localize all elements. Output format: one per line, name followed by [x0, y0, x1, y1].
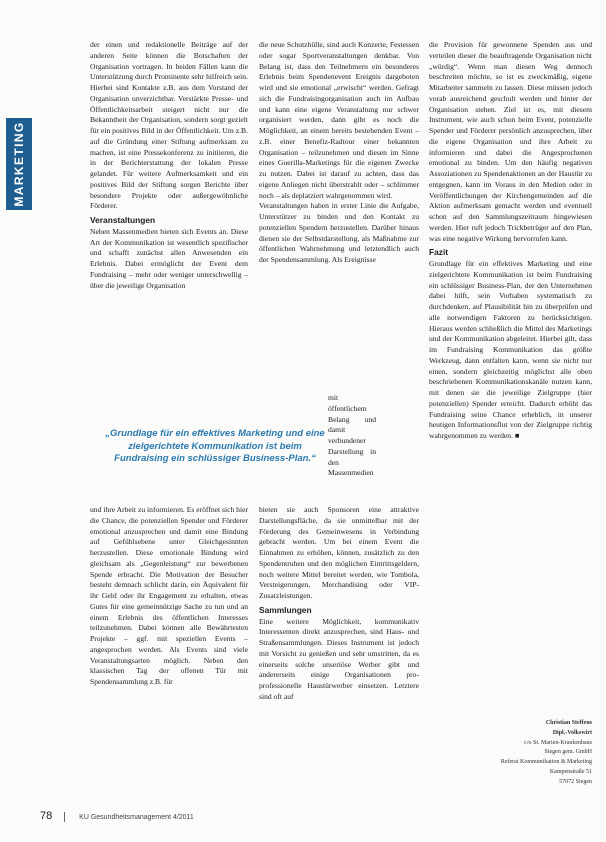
author-name: Christian Steffens — [545, 720, 592, 726]
paragraph: Grundlage für ein effektives Marketing und eine zielgerichtete Kommunikation ist beim Fundraising ein schlüssiger Business-Plan, der den Unternehmen dabei hilft, sein Vorhaben systematisch zu durchdenken, auf Plausibilität hin zu überprüfen und alle notwendigen Faktoren zu berücksichtigen. Hieraus werden schließlich die Mittel des Marketings und der Kommunikation abgeleitet. Hierbei gilt, dass im Fundraising Kommunikation das größte Werkzeug, dann entfalten kann, wenn sie nicht nur einen, sondern gleichzeitig möglichst alle oben beschriebenen Kommunikationskanäle nutzen kann, mit denen sie die jeweilige Zielgruppe (hier potenziellen) Spender erreicht. Dadurch erhöht das Fundraising seine Chance erheblich, in unserer heutigen Informationsflut von der Zielgruppe richtig wahrgenommen zu werden. ■ — [429, 259, 592, 440]
pull-quote: „Grundlage für ein effektives Marketing und eine zielgerichtete Kommunikation ist beim Fundraising ein schlüssiger Business-Plan.“ — [105, 428, 325, 464]
column-1 — [90, 40, 248, 291]
paragraph: Veranstaltungen haben in erster Linie die Aufgabe, Unterstützer zu binden und den Kontakt zu potenziellen Spendern herzustellen. Darüber hinaus dienen sie der Selbstdarstellung, als Maßnahme zur öffentlichen Wahrnehmung und letztendlich auch der Spendensammlung. Als Ereignisse — [259, 201, 419, 264]
author-signature — [422, 719, 592, 788]
column-2-continued — [259, 505, 419, 703]
column-1-continued: und ihre Arbeit zu informieren. Es eröffnet sich hier die Chance, die potenziellen Spender und Förderer emotional anzusprechen und damit eine Bindung auf Gefühlsebene unter Gleichgesinnten herzustellen. Diese emotionale Bindung wird gleichsam als „Gegenleistung“ zur bewerbenen Spende erbracht. Die Motivation der Besucher besteht demnach schlicht darin, ein Äquivalent für ihr Geld oder ihr Engagement zu erhalten, etwas Gutes für eine gemeinnützige Sache zu tun und an einem Erlebnis des öffentlichen Interesses teilzunehmen. Dabei können alle Bewährtesten Projekte – ggf. mit speziellen Events – angesprochen werden. Als Events sind viele Veranstaltungsarten möglich. Neben den klassischen Tag der offenen Tür mit Spendensammlung z.B. für — [90, 505, 248, 686]
author-title: Dipl.-Volkswirt — [552, 729, 592, 736]
page-number: 78 — [40, 810, 53, 822]
section-heading-sammlungen: Sammlungen — [259, 604, 312, 615]
section-tab-label: MARKETING — [12, 121, 26, 207]
paragraph: der einen und redaktionelle Beiträge auf der anderen Seite können die Botschaften der Organisation vortragen. In beiden Fällen kann die Unterstützung durch Prominente sehr hilfreich sein. Hierbei sind Kontakte z.B. aus dem Vorstand der Organisation unverzichtbar. Verstärkte Presse- und Öffentlichkeitsarbeit steigert nicht nur die Bekanntheit der Organisation, sondern sorgt gezielt für ein positives Bild in der Öffentlichkeit. Um z.B. auf die Gründung einer Stiftung aufmerksam zu machen, ist eine Pressekonferenz zu initiieren, die in der Berichterstattung der lokalen Presse gelandet. Für weitere Aufmerksamkeit und ein positives Bild der Stiftung sorgen Berichte über besondere Projekte oder außergewöhnliche Förderer. — [90, 40, 248, 211]
paragraph: bieten sie auch Sponsoren eine attraktive Darstellungsfläche, da sie unmittelbar mit der Förderung des Gemeinwesens in Verbindung gebracht werden. Um bei einem Event die Einnahmen zu erhöhen, können, zusätzlich zu den Spendentruhen und den möglichen Eintrittsgeldern, noch weitere Mittel bereitet werden, wie Tombola, Versteigerungen, Merchandising oder VIP-Zusatzleistungen. — [259, 505, 419, 600]
paragraph: Neben Massenmedien bieten sich Events an. Diese Art der Kommunikation ist wesentlich spezifischer und schafft zunächst allen Anwesenden ein Erlebnis. Dabei ermöglicht der Event dem Fundraising – mehr oder weniger unterschwellig – über die jeweilige Organisation — [90, 226, 248, 290]
section-heading-veranstaltungen: Veranstaltungen — [90, 215, 156, 225]
footer-divider — [64, 812, 65, 822]
paragraph: die Provision für gewonnene Spenden aus und verteilen dieser die beauftragende Organisation nicht „würdig“. Wenn man diesen Weg dennoch beschreiten möchte, so ist es zweckmäßig, eigene Mitarbeiter sammeln zu lassen. Diese müssen jedoch vorab ausreichend geschult werden und hinter der Organisation stehen. Ziel ist es, mit diesem Instrument, wie auch schon beim Event, potenzielle Spender und Förderer persönlich anzusprechen, über die eigene Organisation und ihre Arbeit zu informieren und dabei die Angesprochenen emotional zu binden. Um den häufig negativen Assoziationen zu Spendenaktionen an der Haustür zu entgegnen, kann im Voraus in den Medien oder in Veröffentlichungen der Kirchengemeinden auf die Aktion aufmerksam gemacht werden und eventuell schon auf den Sammlungszeitraum hingewiesen werden. Hier ruft jedoch Trickbetrüger auf den Plan, was eine negative Wirkung hervorrufen kann. — [429, 40, 592, 243]
author-street: Kampenstraße 51 — [549, 768, 592, 775]
section-heading-fazit: Fazit — [429, 247, 449, 258]
author-city: 57072 Siegen — [559, 778, 592, 785]
paragraph: Eine weitere Möglichkeit, kommunikativ Interessenten direkt anzusprechen, sind Haus- und Straßensammlungen. Dieses Instrument ist jedoch mit Vorsicht zu genießen und sehr umstritten, da es einerseits solche unseriöse Werber gibt und andererseits einige Organisationen pro-professionelle Haustürwerber einsetzen. Letztere sind oft auf — [259, 616, 419, 701]
narrow-column-text: mit öffentlichem Belang und damit verbundener Darstellung in den Massenmedien — [328, 393, 376, 478]
section-tab — [6, 118, 32, 210]
author-affiliation: Siegen gem. GmbH — [544, 749, 592, 756]
paragraph: die neue Schutzhülle, sind auch Konzerte, Festessen oder sogar Sportveranstaltungen denkbar. Von Belang ist, dass den Teilnehmern ein besonderes Erlebnis beim Spendenevent Ereignis dargeboten wird und sie emotional „erwischt“ werden. Gefragt sich die Fundraisingorganisation auch im Aufbau und kann eine eigene Veranstaltung nur schwer organisiert werden, dann gibt es noch die Möglichkeit, an einem bereits bestehenden Event – z.B. einer Benefiz-Radtour einer bekannten Organisation – teilzunehmen und diesen im Sinne eines Guerilla-Marketings für die eigenen Zwecke zu nutzen. Dabei ist darauf zu achten, dass das eigene Anliegen nicht überstrahlt oder – schlimmer noch – als deplatziert wahrgenommen wird. — [259, 40, 419, 200]
author-affiliation: c/o St. Marien-Krankenhaus — [524, 739, 592, 746]
author-affiliation: Referat Kommunikation & Marketing — [500, 759, 592, 766]
journal-name: KU Gesundheitsmanagement 4/2011 — [79, 814, 194, 821]
column-2 — [259, 40, 419, 266]
column-3 — [429, 40, 592, 442]
page-footer — [40, 810, 194, 822]
